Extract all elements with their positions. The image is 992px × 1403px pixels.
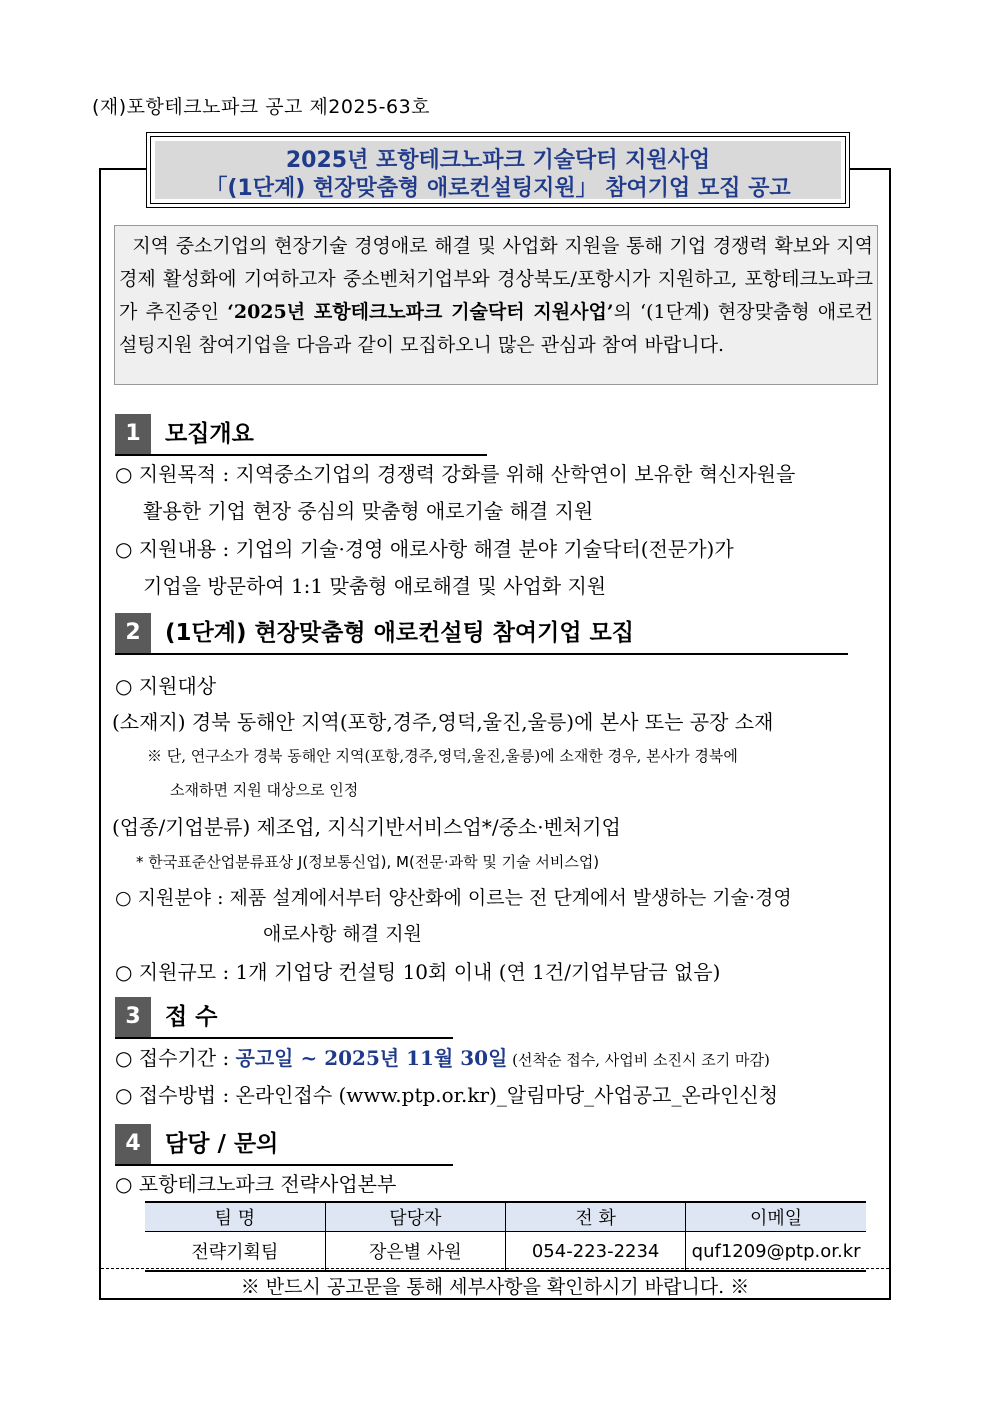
header-person: 담당자 (325, 1202, 505, 1232)
method-line: ○ 접수방법 : 온라인접수 (www.ptp.or.kr)_알림마당_사업공고_온라인신청 (115, 1083, 779, 1107)
period-line (115, 1042, 770, 1071)
section-3-header (115, 997, 453, 1037)
note1-line-1: ※ 단, 연구소가 경북 동해안 지역(포항,경주,영덕,울진,울릉)에 소재한 경우, 본사가 경북에 (147, 747, 738, 765)
content-line-1: ○ 지원내용 : 기업의 기술·경영 애로사항 해결 분야 기술닥터(전문가)가 (115, 537, 734, 561)
field-line-1: ○ 지원분야 : 제품 설계에서부터 양산화에 이르는 전 단계에서 발생하는 기술·경영 (115, 887, 792, 909)
footer-separator (101, 1268, 889, 1269)
intro-text-1: 지역 중소기업의 현장기술 경영애로 해결 및 사업화 지원을 통해 기업 경쟁력 확보와 지역경제 활성화에 기여하고자 중소벤처기업부와 경상북도/포항시가 지원하고, 포항테크노파크가 추진중인 (119, 235, 873, 323)
section-title: 모집개요 (165, 421, 254, 447)
section-4-header (115, 1124, 453, 1164)
section-title: 접 수 (165, 1004, 218, 1030)
field-line-2: 애로사항 해결 지원 (263, 923, 422, 945)
target-label: ○ 지원대상 (115, 674, 217, 698)
table-row (145, 1232, 866, 1272)
section-number: 4 (115, 1124, 151, 1164)
notice-number: (재)포항테크노파크 공고 제2025-63호 (92, 96, 431, 118)
section-1-header (115, 414, 487, 454)
intro-paragraph (114, 225, 878, 385)
header-email: 이메일 (686, 1202, 866, 1232)
note1-line-2: 소재하면 지원 대상으로 인정 (170, 781, 359, 799)
content-line-2: 기업을 방문하여 1:1 맞춤형 애로해결 및 사업화 지원 (143, 574, 607, 598)
header-phone: 전 화 (506, 1202, 686, 1232)
title-box (150, 136, 846, 204)
contact-table (145, 1201, 866, 1272)
period-label: ○ 접수기간 : (115, 1046, 236, 1070)
note2-line: * 한국표준산업분류표상 J(정보통신업), M(전문·과학 및 기술 서비스업) (136, 853, 600, 871)
title-line-2: 「(1단계) 현장맞춤형 애로컨설팅지원」 참여기업 모집 공고 (205, 176, 791, 201)
footer-note: ※ 반드시 공고문을 통해 세부사항을 확인하시기 바랍니다. ※ (240, 1276, 750, 1298)
section-2-header (115, 613, 848, 653)
section-title: (1단계) 현장맞춤형 애로컨설팅 참여기업 모집 (165, 620, 634, 646)
section-title: 담당 / 문의 (165, 1131, 279, 1157)
section-number: 2 (115, 613, 151, 653)
cell-phone: 054-223-2234 (506, 1232, 686, 1272)
intro-text-2: 의 ‘(1단계) 현장맞춤형 애로컨설팅지원 참여기업을 다음과 같이 모집하오니 많은 관심과 참여 바랍니다. (119, 301, 873, 356)
purpose-line-2: 활용한 기업 현장 중심의 맞춤형 애로기술 해결 지원 (143, 499, 594, 523)
section-number: 1 (115, 414, 151, 454)
period-note: (선착순 접수, 사업비 소진시 조기 마감) (507, 1051, 770, 1069)
cell-email: quf1209@ptp.or.kr (686, 1232, 866, 1272)
cell-person: 장은별 사원 (325, 1232, 505, 1272)
dept-line: ○ 포항테크노파크 전략사업본부 (115, 1172, 397, 1196)
table-header-row (145, 1202, 866, 1232)
section-number: 3 (115, 997, 151, 1037)
purpose-line-1: ○ 지원목적 : 지역중소기업의 경쟁력 강화를 위해 산학연이 보유한 혁신자원을 (115, 462, 796, 486)
industry-line: (업종/기업분류) 제조업, 지식기반서비스업*/중소·벤처기업 (112, 815, 621, 839)
cell-team: 전략기획팀 (145, 1232, 325, 1272)
scale-line: ○ 지원규모 : 1개 기업당 컨설팅 10회 이내 (연 1건/기업부담금 없음) (115, 960, 721, 984)
intro-bold: ‘2025년 포항테크노파크 기술닥터 지원사업’ (227, 301, 614, 323)
period-value: 공고일 ~ 2025년 11월 30일 (235, 1046, 508, 1070)
header-team: 팀 명 (145, 1202, 325, 1232)
location-line: (소재지) 경북 동해안 지역(포항,경주,영덕,울진,울릉)에 본사 또는 공장 소재 (112, 710, 774, 734)
title-line-1: 2025년 포항테크노파크 기술닥터 지원사업 (285, 148, 711, 173)
